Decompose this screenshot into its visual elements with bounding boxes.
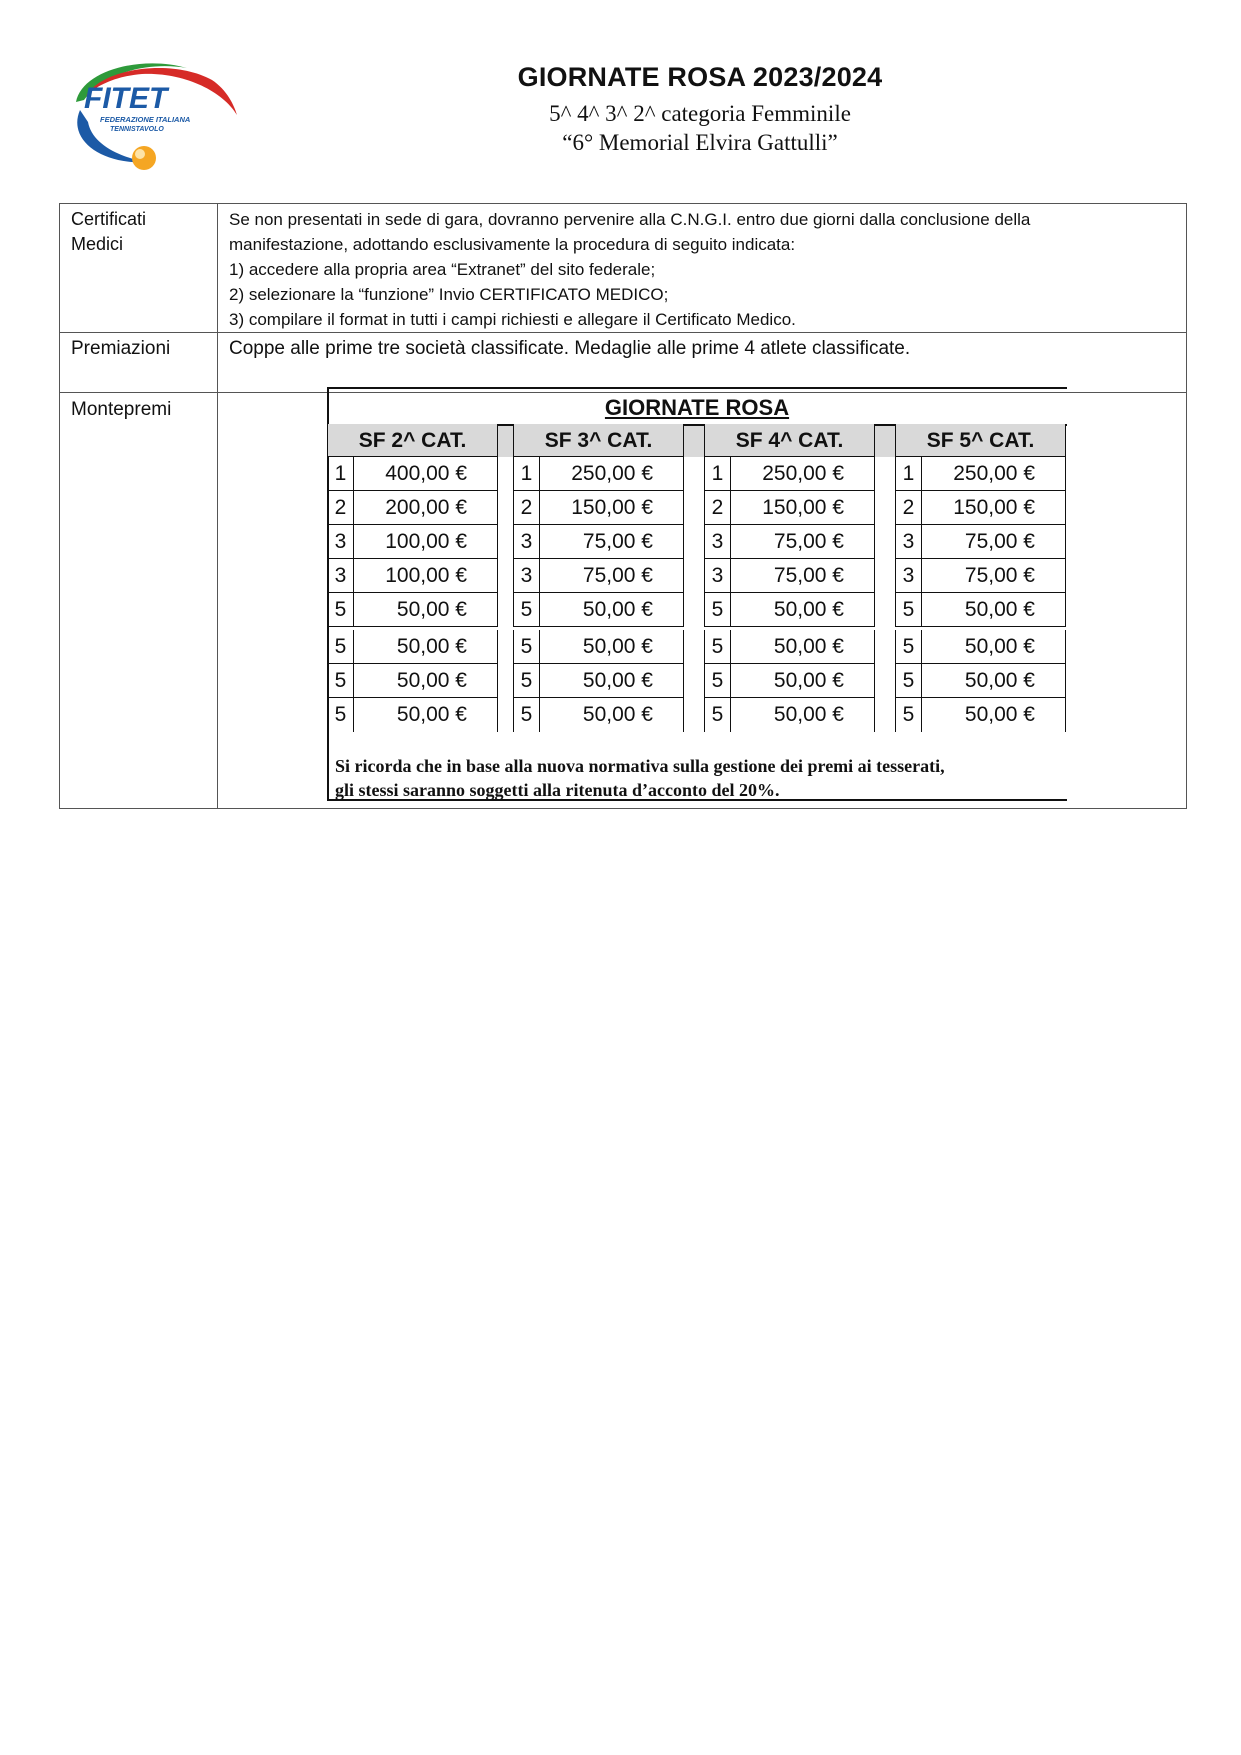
row-label-certificati <box>60 204 218 333</box>
prize-column <box>513 424 684 732</box>
prize-amount: 250,00 € <box>571 462 653 485</box>
logo-text: FITET <box>84 82 168 115</box>
prize-row <box>513 698 684 732</box>
prize-amount: 100,00 € <box>385 530 467 553</box>
prize-position: 1 <box>896 457 922 490</box>
prize-position: 2 <box>705 491 731 524</box>
prize-amount: 75,00 € <box>582 564 653 587</box>
prize-amount: 50,00 € <box>396 669 467 692</box>
prize-position: 5 <box>896 593 922 626</box>
prize-column-header: SF 4^ CAT. <box>704 424 875 457</box>
prize-amount: 50,00 € <box>582 669 653 692</box>
prize-position: 3 <box>328 559 354 592</box>
tax-note-line: Si ricorda che in base alla nuova normativa sulla gestione dei premi ai tesserati, <box>335 756 945 776</box>
table-row <box>60 333 1187 393</box>
prize-position: 1 <box>514 457 540 490</box>
prize-row <box>704 698 875 732</box>
prize-table <box>327 387 1067 801</box>
prize-column-header: SF 5^ CAT. <box>895 424 1066 457</box>
prize-row <box>513 491 684 525</box>
prize-position: 3 <box>705 525 731 558</box>
text-line: 3) compilare il format in tutti i campi richiesti e allegare il Certificato Medico. <box>229 310 796 329</box>
prize-column-header: SF 2^ CAT. <box>327 424 498 457</box>
prize-position: 5 <box>705 630 731 663</box>
row-label-montepremi: Montepremi <box>60 393 218 809</box>
text-line: Se non presentati in sede di gara, dovranno pervenire alla C.N.G.I. entro due giorni dalla conclusione della <box>229 210 1031 229</box>
row-label-premiazioni: Premiazioni <box>60 333 218 393</box>
prize-row <box>895 630 1066 664</box>
prize-amount: 50,00 € <box>964 598 1035 621</box>
prize-position: 3 <box>514 525 540 558</box>
premiazioni-text: Coppe alle prime tre società classificate. Medaglie alle prime 4 atlete classificate. <box>218 333 1187 393</box>
column-separator <box>498 426 513 457</box>
prize-amount: 50,00 € <box>773 635 844 658</box>
prize-amount: 200,00 € <box>385 496 467 519</box>
prize-position: 3 <box>705 559 731 592</box>
prize-row <box>327 630 498 664</box>
prize-position: 5 <box>705 664 731 697</box>
prize-row <box>895 664 1066 698</box>
prize-position: 1 <box>328 457 354 490</box>
prize-position: 3 <box>896 559 922 592</box>
prize-amount: 75,00 € <box>773 530 844 553</box>
prize-amount: 150,00 € <box>953 496 1035 519</box>
prize-position: 3 <box>328 525 354 558</box>
prize-row <box>895 559 1066 593</box>
prize-amount: 50,00 € <box>582 635 653 658</box>
prize-row <box>327 559 498 593</box>
prize-row <box>327 698 498 732</box>
prize-row <box>704 559 875 593</box>
prize-amount: 50,00 € <box>773 669 844 692</box>
prize-position: 5 <box>896 664 922 697</box>
prize-amount: 50,00 € <box>964 635 1035 658</box>
prize-column-header: SF 3^ CAT. <box>513 424 684 457</box>
prize-position: 5 <box>328 630 354 663</box>
prize-position: 3 <box>514 559 540 592</box>
prize-row <box>327 593 498 627</box>
prize-row <box>704 457 875 491</box>
prize-position: 5 <box>514 698 540 732</box>
prize-amount: 250,00 € <box>953 462 1035 485</box>
prize-amount: 50,00 € <box>396 703 467 726</box>
prize-row <box>513 664 684 698</box>
prize-row <box>513 559 684 593</box>
prize-position: 3 <box>896 525 922 558</box>
text-line: manifestazione, adottando esclusivamente la procedura di seguito indicata: <box>229 235 796 254</box>
logo-subtext: FEDERAZIONE ITALIANA <box>100 115 191 124</box>
prize-row <box>327 525 498 559</box>
text-line: 1) accedere alla propria area “Extranet” del sito federale; <box>229 260 656 279</box>
prize-amount: 50,00 € <box>396 635 467 658</box>
prize-position: 5 <box>328 664 354 697</box>
prize-position: 5 <box>514 630 540 663</box>
text-line: 2) selezionare la “funzione” Invio CERTIFICATO MEDICO; <box>229 285 669 304</box>
prize-position: 5 <box>705 698 731 732</box>
certificati-text <box>218 204 1187 333</box>
prize-title: GIORNATE ROSA <box>604 395 790 420</box>
prize-amount: 50,00 € <box>964 669 1035 692</box>
divider <box>327 387 1067 389</box>
prize-column <box>327 424 498 732</box>
prize-amount: 75,00 € <box>582 530 653 553</box>
page-subtitle: 5^ 4^ 3^ 2^ categoria Femminile <box>549 101 851 126</box>
page-subtitle-memorial: “6° Memorial Elvira Gattulli” <box>562 130 838 155</box>
prize-column <box>895 424 1066 732</box>
prize-position: 5 <box>896 698 922 732</box>
prize-column <box>704 424 875 732</box>
prize-position: 5 <box>896 630 922 663</box>
fitet-logo <box>62 50 242 175</box>
prize-amount: 50,00 € <box>773 598 844 621</box>
row-label-line: Medici <box>71 234 124 254</box>
prize-row <box>513 457 684 491</box>
prize-amount: 50,00 € <box>964 703 1035 726</box>
prize-row <box>895 457 1066 491</box>
prize-amount: 75,00 € <box>964 564 1035 587</box>
prize-position: 5 <box>514 593 540 626</box>
prize-row <box>895 593 1066 627</box>
prize-row <box>704 664 875 698</box>
prize-row <box>327 457 498 491</box>
prize-row <box>327 491 498 525</box>
prize-amount: 50,00 € <box>582 598 653 621</box>
prize-position: 1 <box>705 457 731 490</box>
prize-position: 2 <box>514 491 540 524</box>
prize-position: 5 <box>514 664 540 697</box>
prize-position: 5 <box>328 593 354 626</box>
prize-position: 5 <box>328 698 354 732</box>
page-title: GIORNATE ROSA 2023/2024 <box>517 62 883 92</box>
prize-amount: 150,00 € <box>762 496 844 519</box>
prize-amount: 50,00 € <box>773 703 844 726</box>
prize-amount: 75,00 € <box>773 564 844 587</box>
prize-row <box>513 525 684 559</box>
prize-amount: 250,00 € <box>762 462 844 485</box>
column-separator <box>875 426 895 457</box>
prize-row <box>704 491 875 525</box>
prize-row <box>704 525 875 559</box>
prize-amount: 50,00 € <box>582 703 653 726</box>
tax-note <box>335 754 945 802</box>
prize-position: 2 <box>896 491 922 524</box>
prize-row <box>895 525 1066 559</box>
table-row <box>60 204 1187 333</box>
prize-amount: 100,00 € <box>385 564 467 587</box>
row-label-line: Certificati <box>71 209 147 229</box>
prize-amount: 50,00 € <box>396 598 467 621</box>
prize-row <box>895 698 1066 732</box>
prize-position: 2 <box>328 491 354 524</box>
prize-amount: 150,00 € <box>571 496 653 519</box>
logo-subtext-2: TENNISTAVOLO <box>110 126 164 133</box>
prize-row <box>513 593 684 627</box>
prize-row <box>704 593 875 627</box>
prize-row <box>704 630 875 664</box>
prize-row <box>895 491 1066 525</box>
prize-row <box>513 630 684 664</box>
tax-note-line: gli stessi saranno soggetti alla ritenuta d’acconto del 20%. <box>335 780 780 800</box>
prize-amount: 75,00 € <box>964 530 1035 553</box>
prize-row <box>327 664 498 698</box>
prize-position: 5 <box>705 593 731 626</box>
column-separator <box>684 426 704 457</box>
prize-amount: 400,00 € <box>385 462 467 485</box>
